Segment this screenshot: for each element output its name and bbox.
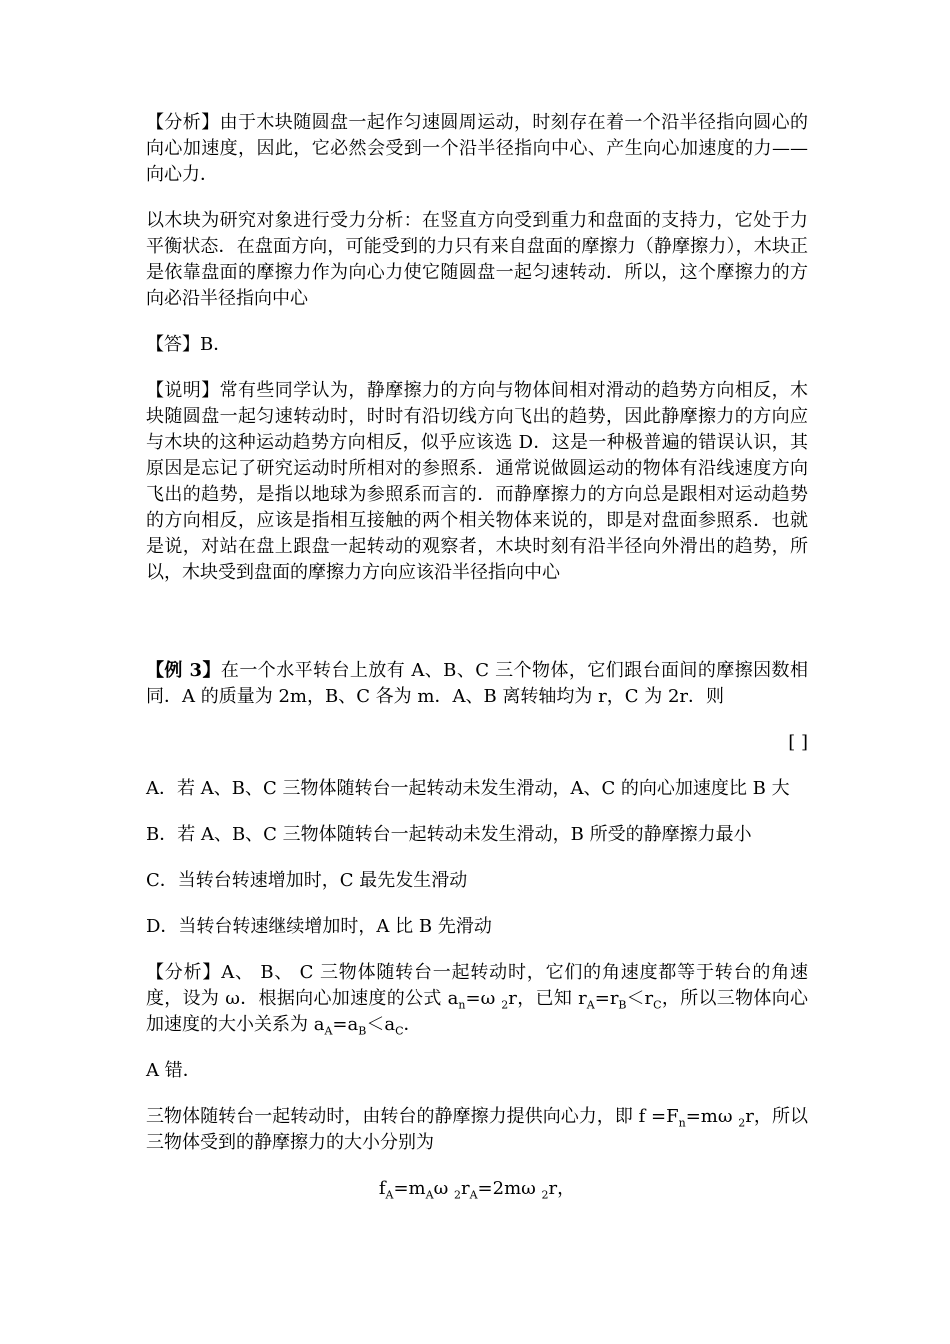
explanation-paragraph: 【说明】常有些同学认为，静摩擦力的方向与物体间相对滑动的趋势方向相反，木块随圆盘一起匀速转动时，时时有沿切线方向飞出的趋势，因此静摩擦力的方向应与木块的这种运动趋势方向相反，似乎应该选 D．这是一种极普遍的错误认识，其原因是忘记了研究运动时所相对的参照系．通常说做圆运动的物体有沿线速度方向飞出的趋势，是指以地球为参照系而言的．而静摩擦力的方向总是跟相对运动趋势的方向相反，应该是指相互接触的两个相关物体来说的，即是对盘面参照系．也就是说，对站在盘上跟盘一起转动的观察者，木块时刻有沿半径向外滑出的趋势，所以，木块受到盘面的摩擦力方向应该沿半径指向中心 [146, 380, 808, 583]
subscript: B [358, 1024, 367, 1038]
subscript: 2 [501, 998, 509, 1012]
text-run: r，所以三物体受到的静摩擦力的大小分别为 [146, 1106, 808, 1153]
option-a: A．若 A、B、C 三物体随转台一起转动未发生滑动，A、C 的向心加速度比 B 大 [146, 778, 790, 799]
option-c: C．当转台转速增加时，C 最先发生滑动 [146, 870, 468, 891]
text-run: =r [594, 988, 619, 1009]
subscript: 2 [541, 1188, 549, 1202]
friction-formula-a [146, 1176, 808, 1202]
subscript: 2 [738, 1116, 746, 1130]
subscript: B [618, 998, 627, 1012]
document-content [146, 110, 808, 1202]
text-run: ，所以三物体向心加速度的大小关系为 a [146, 988, 809, 1035]
force-analysis-paragraph: 以木块为研究对象进行受力分析：在竖直方向受到重力和盘面的支持力，它处于力平衡状态．在盘面方向，可能受到的力只有来自盘面的摩擦力（静摩擦力），木块正是依靠盘面的摩擦力作为向心力使它随圆盘一起匀速转动．所以，这个摩擦力的方向必沿半径指向中心 [146, 210, 808, 309]
text-run: =a [332, 1014, 359, 1035]
subscript: A [469, 1188, 478, 1202]
example-3-body: 在一个水平转台上放有 A、B、C 三个物体，它们跟台面间的摩擦因数相同．A 的质量为 2m，B、C 各为 m．A、B 离转轴均为 r，C 为 2r．则 [146, 660, 808, 707]
text-run: =ω [465, 988, 502, 1009]
subscript: A [385, 1188, 394, 1202]
answer-bracket: [ ] [788, 732, 808, 753]
text-run: ． [403, 1014, 422, 1035]
subscript: C [395, 1024, 404, 1038]
text-run: ω [433, 1178, 454, 1199]
subscript: 2 [453, 1188, 461, 1202]
text-run: =mω [685, 1106, 739, 1127]
subscript: A [324, 1024, 333, 1038]
example-3-heading: 【例 3】 [146, 660, 221, 681]
a-wrong-statement: A 错． [146, 1060, 201, 1081]
subscript: n [678, 1116, 686, 1130]
subscript: n [458, 998, 466, 1012]
friction-paragraph [146, 1104, 808, 1156]
subscript: A [425, 1188, 434, 1202]
analysis-paragraph-2 [146, 960, 808, 1038]
text-run: =m [393, 1178, 426, 1199]
answer-paragraph: 【答】B． [146, 334, 232, 355]
subscript: C [653, 998, 662, 1012]
option-b: B．若 A、B、C 三物体随转台一起转动未发生滑动，B 所受的静摩擦力最小 [146, 824, 752, 845]
text-run: 【分析】A、 B、 C 三物体随转台一起转动时，它们的角速度都等于转台的角速度，设为 ω．根据向心加速度的公式 a [146, 962, 808, 1009]
example-3-question [146, 658, 808, 710]
option-d: D．当转台转速继续增加时，A 比 B 先滑动 [146, 916, 492, 937]
text-run: ＜a [366, 1014, 396, 1035]
text-run: r，已知 r [508, 988, 587, 1009]
text-run: =2mω [477, 1178, 542, 1199]
text-run: r [460, 1178, 470, 1199]
text-run: ＜r [626, 988, 654, 1009]
text-run: 三物体随转台一起转动时，由转台的静摩擦力提供向心力，即 f =F [146, 1106, 679, 1127]
analysis-paragraph-1: 【分析】由于木块随圆盘一起作匀速圆周运动，时刻存在着一个沿半径指向圆心的向心加速度，因此，它必然会受到一个沿半径指向中心、产生向心加速度的力——向心力． [146, 112, 808, 185]
subscript: A [586, 998, 595, 1012]
text-run: r， [548, 1178, 576, 1199]
text-run: f [378, 1178, 386, 1199]
